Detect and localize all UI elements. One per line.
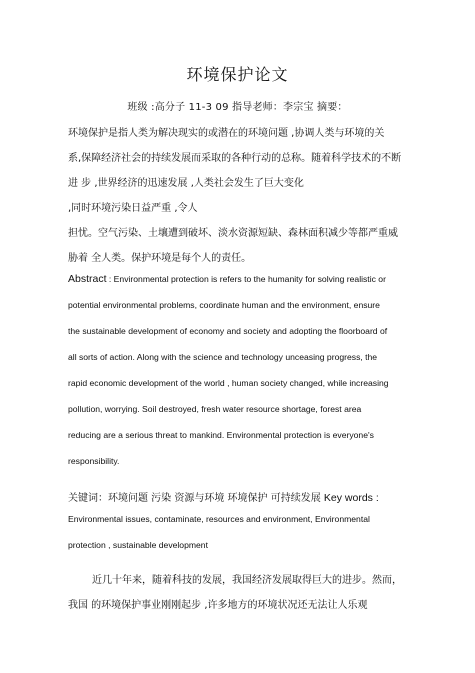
keywords-en-line: protection , sustainable development bbox=[68, 540, 208, 550]
abstract-line: rapid economic development of the world , human society changed, while increasing bbox=[68, 378, 389, 388]
abstract-line: reducing are a serious threat to mankind. Environmental protection is everyone's bbox=[68, 430, 374, 440]
summary-line: 进 步 ,世界经济的迅速发展 ,人类社会发生了巨大变化 bbox=[68, 178, 304, 189]
abstract-text: : Environmental protection is refers to the humanity for solving realistic or bbox=[106, 274, 386, 284]
abstract-line: all sorts of action. Along with the science and technology unceasing progress, the bbox=[68, 352, 378, 362]
body-paragraph-line: 近几十年来，随着科技的发展，我国经济发展取得巨大的进步。然而， bbox=[92, 575, 402, 586]
abstract-line: potential environmental problems, coordinate human and the environment, ensure bbox=[68, 300, 380, 310]
keywords-en-label: Key words bbox=[323, 492, 373, 504]
summary-line: 系,保障经济社会的持续发展而采取的各种行动的总称。随着科学技术的不断 bbox=[68, 153, 402, 164]
summary-line: 胁着 全人类。保护环境是每个人的责任。 bbox=[68, 253, 252, 264]
summary-line: 担忧。空气污染、土壤遭到破坏、淡水资源短缺、森林面积减少等都严重威 bbox=[68, 228, 398, 239]
summary-line: 环境保护是指人类为解决现实的或潜在的环境问题 ,协调人类与环境的关 bbox=[68, 128, 385, 139]
body-paragraph-line: 我国 的环境保护事业刚刚起步 ,许多地方的环境状况还无法让人乐观 bbox=[68, 600, 368, 611]
keywords-line bbox=[68, 489, 379, 504]
keywords-en-line: Environmental issues, contaminate, resources and environment, Environmental bbox=[68, 514, 370, 524]
summary-line: ,同时环境污染日益严重 ,令人 bbox=[68, 203, 198, 214]
paper-title: 环境保护论文 bbox=[186, 65, 289, 84]
abstract-first-line bbox=[68, 273, 386, 285]
keywords-en-colon: : bbox=[372, 492, 379, 504]
keywords-zh: 关键词：环境问题 污染 资源与环境 环境保护 可持续发展 bbox=[68, 493, 324, 504]
abstract-label: Abstract bbox=[68, 273, 107, 285]
abstract-line: pollution, worrying. Soil destroyed, fresh water resource shortage, forest area bbox=[68, 404, 362, 414]
abstract-line: responsibility. bbox=[68, 456, 120, 466]
author-line: 班级 :高分子 11-3 09 指导老师：李宗宝 摘要： bbox=[127, 102, 348, 113]
abstract-line: the sustainable development of economy and society and adopting the floorboard of bbox=[68, 326, 388, 336]
